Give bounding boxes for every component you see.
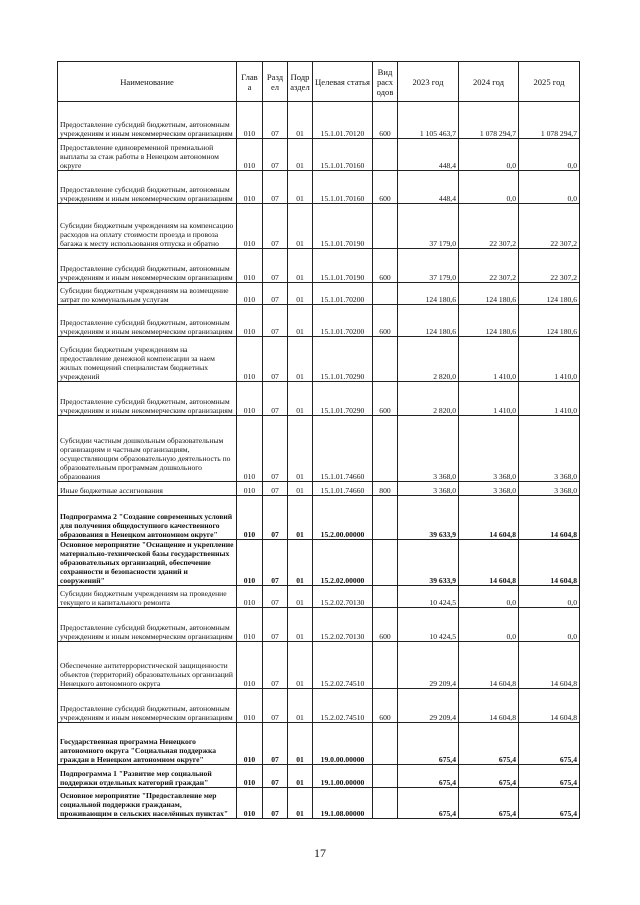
table-header-row bbox=[58, 62, 580, 102]
row-podrazdel: 01 bbox=[288, 608, 313, 642]
row-name: Обеспечение антитеррористической защищенности объектов (территорий) образовательных организаций Ненецкого автономного округа bbox=[58, 642, 237, 689]
row-razdel: 07 bbox=[263, 416, 288, 482]
row-value-2024: 0,0 bbox=[459, 586, 519, 608]
row-vid: 800 bbox=[373, 482, 398, 496]
row-target: 15.1.01.70160 bbox=[313, 171, 373, 204]
table-row bbox=[58, 249, 580, 283]
header-2025: 2025 год bbox=[519, 62, 580, 102]
row-name: Предоставление субсидий бюджетным, автономным учреждениям и иным некоммерческим организациям bbox=[58, 305, 237, 337]
header-vid: Вид расх одов bbox=[373, 62, 398, 102]
row-value-2025: 3 368,0 bbox=[519, 416, 580, 482]
row-name: Субсидии бюджетным учреждениям на предоставление денежной компенсации за наем жилых помещений специалистам бюджетных учреждений bbox=[58, 337, 237, 382]
row-vid bbox=[373, 337, 398, 382]
header-2023: 2023 год bbox=[398, 62, 459, 102]
row-value-2024: 124 180,6 bbox=[459, 283, 519, 305]
row-target: 15.2.02.70130 bbox=[313, 608, 373, 642]
row-target: 15.2.02.74510 bbox=[313, 642, 373, 689]
row-target: 15.2.02.00000 bbox=[313, 540, 373, 586]
row-value-2024: 124 180,6 bbox=[459, 305, 519, 337]
row-value-2023: 29 209,4 bbox=[398, 689, 459, 723]
row-podrazdel: 01 bbox=[288, 283, 313, 305]
row-podrazdel: 01 bbox=[288, 102, 313, 139]
row-vid bbox=[373, 642, 398, 689]
row-value-2024: 3 368,0 bbox=[459, 416, 519, 482]
row-vid bbox=[373, 586, 398, 608]
row-glava: 010 bbox=[237, 608, 263, 642]
row-value-2025: 14 604,8 bbox=[519, 642, 580, 689]
table-row bbox=[58, 139, 580, 171]
row-podrazdel: 01 bbox=[288, 723, 313, 765]
row-podrazdel: 01 bbox=[288, 382, 313, 416]
table-row bbox=[58, 102, 580, 139]
row-value-2025: 1 078 294,7 bbox=[519, 102, 580, 139]
row-value-2023: 124 180,6 bbox=[398, 305, 459, 337]
header-name: Наименование bbox=[58, 62, 237, 102]
table-row bbox=[58, 496, 580, 540]
row-vid bbox=[373, 496, 398, 540]
row-target: 15.1.01.70200 bbox=[313, 283, 373, 305]
row-vid: 600 bbox=[373, 171, 398, 204]
row-podrazdel: 01 bbox=[288, 586, 313, 608]
row-podrazdel: 01 bbox=[288, 305, 313, 337]
row-razdel: 07 bbox=[263, 608, 288, 642]
row-name: Предоставление субсидий бюджетным, автономным учреждениям и иным некоммерческим организациям bbox=[58, 689, 237, 723]
row-glava: 010 bbox=[237, 305, 263, 337]
row-value-2025: 14 604,8 bbox=[519, 689, 580, 723]
row-glava: 010 bbox=[237, 642, 263, 689]
table-row bbox=[58, 723, 580, 765]
header-glava: Глав а bbox=[237, 62, 263, 102]
row-podrazdel: 01 bbox=[288, 337, 313, 382]
row-glava: 010 bbox=[237, 382, 263, 416]
row-target: 15.2.00.00000 bbox=[313, 496, 373, 540]
row-value-2024: 14 604,8 bbox=[459, 642, 519, 689]
row-vid bbox=[373, 139, 398, 171]
row-razdel: 07 bbox=[263, 382, 288, 416]
row-razdel: 07 bbox=[263, 496, 288, 540]
row-glava: 010 bbox=[237, 765, 263, 788]
row-glava: 010 bbox=[237, 586, 263, 608]
row-glava: 010 bbox=[237, 540, 263, 586]
row-podrazdel: 01 bbox=[288, 249, 313, 283]
row-name: Субсидии бюджетным учреждениям на проведение текущего и капитального ремонта bbox=[58, 586, 237, 608]
row-glava: 010 bbox=[237, 139, 263, 171]
row-podrazdel: 01 bbox=[288, 540, 313, 586]
row-value-2025: 22 307,2 bbox=[519, 204, 580, 249]
row-name: Субсидии бюджетным учреждениям на возмещение затрат по коммунальным услугам bbox=[58, 283, 237, 305]
row-value-2023: 1 105 463,7 bbox=[398, 102, 459, 139]
row-razdel: 07 bbox=[263, 171, 288, 204]
row-razdel: 07 bbox=[263, 765, 288, 788]
row-glava: 010 bbox=[237, 723, 263, 765]
table-row bbox=[58, 788, 580, 819]
row-target: 19.0.00.00000 bbox=[313, 723, 373, 765]
row-name: Основное мероприятие "Оснащение и укрепление материально-технической базы государственных образовательных организаций, обеспечение сохранности и безопасности зданий и сооружений" bbox=[58, 540, 237, 586]
row-value-2023: 39 633,9 bbox=[398, 496, 459, 540]
row-value-2025: 124 180,6 bbox=[519, 305, 580, 337]
row-value-2025: 675,4 bbox=[519, 788, 580, 819]
row-name: Предоставление субсидий бюджетным, автономным учреждениям и иным некоммерческим организациям bbox=[58, 171, 237, 204]
row-vid bbox=[373, 416, 398, 482]
header-razdel: Разд ел bbox=[263, 62, 288, 102]
row-target: 15.1.01.70190 bbox=[313, 249, 373, 283]
row-name: Субсидии бюджетным учреждениям на компенсацию расходов на оплату стоимости проезда и провоза багажа к месту использования отпуска и обратно bbox=[58, 204, 237, 249]
row-razdel: 07 bbox=[263, 305, 288, 337]
row-razdel: 07 bbox=[263, 586, 288, 608]
row-value-2025: 675,4 bbox=[519, 765, 580, 788]
row-target: 15.2.02.70130 bbox=[313, 586, 373, 608]
row-vid bbox=[373, 283, 398, 305]
row-value-2024: 0,0 bbox=[459, 171, 519, 204]
row-name: Субсидии частным дошкольным образовательным организациям и частным организациям, осуществляющим образовательную деятельность по образовательным программам дошкольного образования bbox=[58, 416, 237, 482]
row-name: Предоставление субсидий бюджетным, автономным учреждениям и иным некоммерческим организациям bbox=[58, 102, 237, 139]
row-podrazdel: 01 bbox=[288, 496, 313, 540]
row-vid: 600 bbox=[373, 249, 398, 283]
row-value-2023: 10 424,5 bbox=[398, 608, 459, 642]
row-glava: 010 bbox=[237, 283, 263, 305]
row-value-2024: 675,4 bbox=[459, 765, 519, 788]
row-name: Государственная программа Ненецкого автономного округа "Социальная поддержка граждан в Ненецком автономном округе" bbox=[58, 723, 237, 765]
table-row bbox=[58, 586, 580, 608]
row-glava: 010 bbox=[237, 204, 263, 249]
row-razdel: 07 bbox=[263, 139, 288, 171]
row-value-2025: 675,4 bbox=[519, 723, 580, 765]
row-value-2025: 1 410,0 bbox=[519, 382, 580, 416]
row-value-2024: 675,4 bbox=[459, 788, 519, 819]
row-value-2024: 14 604,8 bbox=[459, 689, 519, 723]
row-vid bbox=[373, 765, 398, 788]
row-value-2025: 1 410,0 bbox=[519, 337, 580, 382]
row-value-2024: 0,0 bbox=[459, 139, 519, 171]
row-podrazdel: 01 bbox=[288, 171, 313, 204]
row-value-2023: 37 179,0 bbox=[398, 204, 459, 249]
row-podrazdel: 01 bbox=[288, 788, 313, 819]
row-name: Основное мероприятие "Предоставление мер социальной поддержки гражданам, проживающим в сельских населённых пунктах" bbox=[58, 788, 237, 819]
row-value-2023: 675,4 bbox=[398, 765, 459, 788]
budget-table bbox=[57, 61, 580, 819]
row-razdel: 07 bbox=[263, 337, 288, 382]
row-podrazdel: 01 bbox=[288, 765, 313, 788]
row-glava: 010 bbox=[237, 689, 263, 723]
row-value-2023: 124 180,6 bbox=[398, 283, 459, 305]
row-target: 15.1.01.70290 bbox=[313, 337, 373, 382]
row-value-2023: 37 179,0 bbox=[398, 249, 459, 283]
header-podrazdel: Подр аздел bbox=[288, 62, 313, 102]
row-value-2024: 1 410,0 bbox=[459, 337, 519, 382]
table-row bbox=[58, 204, 580, 249]
row-vid: 600 bbox=[373, 305, 398, 337]
row-value-2023: 3 368,0 bbox=[398, 416, 459, 482]
row-target: 15.1.01.70200 bbox=[313, 305, 373, 337]
row-razdel: 07 bbox=[263, 642, 288, 689]
table-row bbox=[58, 540, 580, 586]
row-value-2025: 0,0 bbox=[519, 171, 580, 204]
row-glava: 010 bbox=[237, 171, 263, 204]
row-value-2023: 2 820,0 bbox=[398, 337, 459, 382]
row-target: 19.1.08.00000 bbox=[313, 788, 373, 819]
row-value-2025: 22 307,2 bbox=[519, 249, 580, 283]
row-value-2025: 14 604,8 bbox=[519, 540, 580, 586]
table-row bbox=[58, 337, 580, 382]
row-vid bbox=[373, 540, 398, 586]
row-value-2025: 14 604,8 bbox=[519, 496, 580, 540]
row-podrazdel: 01 bbox=[288, 416, 313, 482]
table-row bbox=[58, 608, 580, 642]
row-razdel: 07 bbox=[263, 723, 288, 765]
row-value-2025: 0,0 bbox=[519, 586, 580, 608]
row-glava: 010 bbox=[237, 482, 263, 496]
row-value-2023: 3 368,0 bbox=[398, 482, 459, 496]
row-name: Предоставление субсидий бюджетным, автономным учреждениям и иным некоммерческим организациям bbox=[58, 249, 237, 283]
row-value-2025: 124 180,6 bbox=[519, 283, 580, 305]
row-value-2025: 3 368,0 bbox=[519, 482, 580, 496]
row-razdel: 07 bbox=[263, 689, 288, 723]
row-value-2024: 0,0 bbox=[459, 608, 519, 642]
row-podrazdel: 01 bbox=[288, 204, 313, 249]
row-value-2024: 675,4 bbox=[459, 723, 519, 765]
header-2024: 2024 год bbox=[459, 62, 519, 102]
row-razdel: 07 bbox=[263, 102, 288, 139]
row-name: Предоставление единовременной премиальной выплаты за стаж работы в Ненецком автономном округе bbox=[58, 139, 237, 171]
row-podrazdel: 01 bbox=[288, 139, 313, 171]
row-target: 15.1.01.70190 bbox=[313, 204, 373, 249]
row-name: Подпрограмма 1 "Развитие мер социальной поддержки отдельных категорий граждан" bbox=[58, 765, 237, 788]
table-row bbox=[58, 689, 580, 723]
row-vid: 600 bbox=[373, 689, 398, 723]
row-target: 15.1.01.74660 bbox=[313, 482, 373, 496]
row-target: 19.1.00.00000 bbox=[313, 765, 373, 788]
row-value-2023: 448,4 bbox=[398, 139, 459, 171]
row-vid bbox=[373, 204, 398, 249]
row-glava: 010 bbox=[237, 102, 263, 139]
row-value-2025: 0,0 bbox=[519, 608, 580, 642]
row-razdel: 07 bbox=[263, 788, 288, 819]
row-value-2023: 10 424,5 bbox=[398, 586, 459, 608]
row-razdel: 07 bbox=[263, 204, 288, 249]
row-value-2024: 22 307,2 bbox=[459, 204, 519, 249]
row-glava: 010 bbox=[237, 337, 263, 382]
row-name: Подпрограмма 2 "Создание современных условий для получения общедоступного качественного образования в Ненецком автономном округе" bbox=[58, 496, 237, 540]
row-razdel: 07 bbox=[263, 249, 288, 283]
row-value-2024: 14 604,8 bbox=[459, 540, 519, 586]
table-row bbox=[58, 642, 580, 689]
row-target: 15.1.01.70290 bbox=[313, 382, 373, 416]
row-value-2023: 2 820,0 bbox=[398, 382, 459, 416]
table-row bbox=[58, 171, 580, 204]
row-vid: 600 bbox=[373, 608, 398, 642]
page-number: 17 bbox=[314, 846, 326, 860]
row-value-2024: 14 604,8 bbox=[459, 496, 519, 540]
row-glava: 010 bbox=[237, 249, 263, 283]
row-podrazdel: 01 bbox=[288, 482, 313, 496]
row-vid: 600 bbox=[373, 382, 398, 416]
row-podrazdel: 01 bbox=[288, 642, 313, 689]
row-glava: 010 bbox=[237, 788, 263, 819]
row-razdel: 07 bbox=[263, 283, 288, 305]
table-row bbox=[58, 305, 580, 337]
row-target: 15.1.01.70160 bbox=[313, 139, 373, 171]
header-target: Целевая статья bbox=[313, 62, 373, 102]
row-value-2024: 1 078 294,7 bbox=[459, 102, 519, 139]
table-row bbox=[58, 482, 580, 496]
row-name: Иные бюджетные ассигнования bbox=[58, 482, 237, 496]
row-vid: 600 bbox=[373, 102, 398, 139]
row-glava: 010 bbox=[237, 416, 263, 482]
row-razdel: 07 bbox=[263, 540, 288, 586]
table-row bbox=[58, 283, 580, 305]
row-target: 15.1.01.74660 bbox=[313, 416, 373, 482]
row-value-2023: 675,4 bbox=[398, 723, 459, 765]
row-vid bbox=[373, 723, 398, 765]
row-value-2025: 0,0 bbox=[519, 139, 580, 171]
row-target: 15.1.01.70120 bbox=[313, 102, 373, 139]
row-value-2024: 1 410,0 bbox=[459, 382, 519, 416]
row-value-2023: 39 633,9 bbox=[398, 540, 459, 586]
table-row bbox=[58, 765, 580, 788]
row-value-2023: 29 209,4 bbox=[398, 642, 459, 689]
row-razdel: 07 bbox=[263, 482, 288, 496]
row-name: Предоставление субсидий бюджетным, автономным учреждениям и иным некоммерческим организациям bbox=[58, 608, 237, 642]
row-value-2023: 675,4 bbox=[398, 788, 459, 819]
row-podrazdel: 01 bbox=[288, 689, 313, 723]
row-vid bbox=[373, 788, 398, 819]
row-value-2024: 3 368,0 bbox=[459, 482, 519, 496]
row-glava: 010 bbox=[237, 496, 263, 540]
table-row bbox=[58, 416, 580, 482]
row-name: Предоставление субсидий бюджетным, автономным учреждениям и иным некоммерческим организациям bbox=[58, 382, 237, 416]
row-target: 15.2.02.74510 bbox=[313, 689, 373, 723]
row-value-2024: 22 307,2 bbox=[459, 249, 519, 283]
table-row bbox=[58, 382, 580, 416]
row-value-2023: 448,4 bbox=[398, 171, 459, 204]
